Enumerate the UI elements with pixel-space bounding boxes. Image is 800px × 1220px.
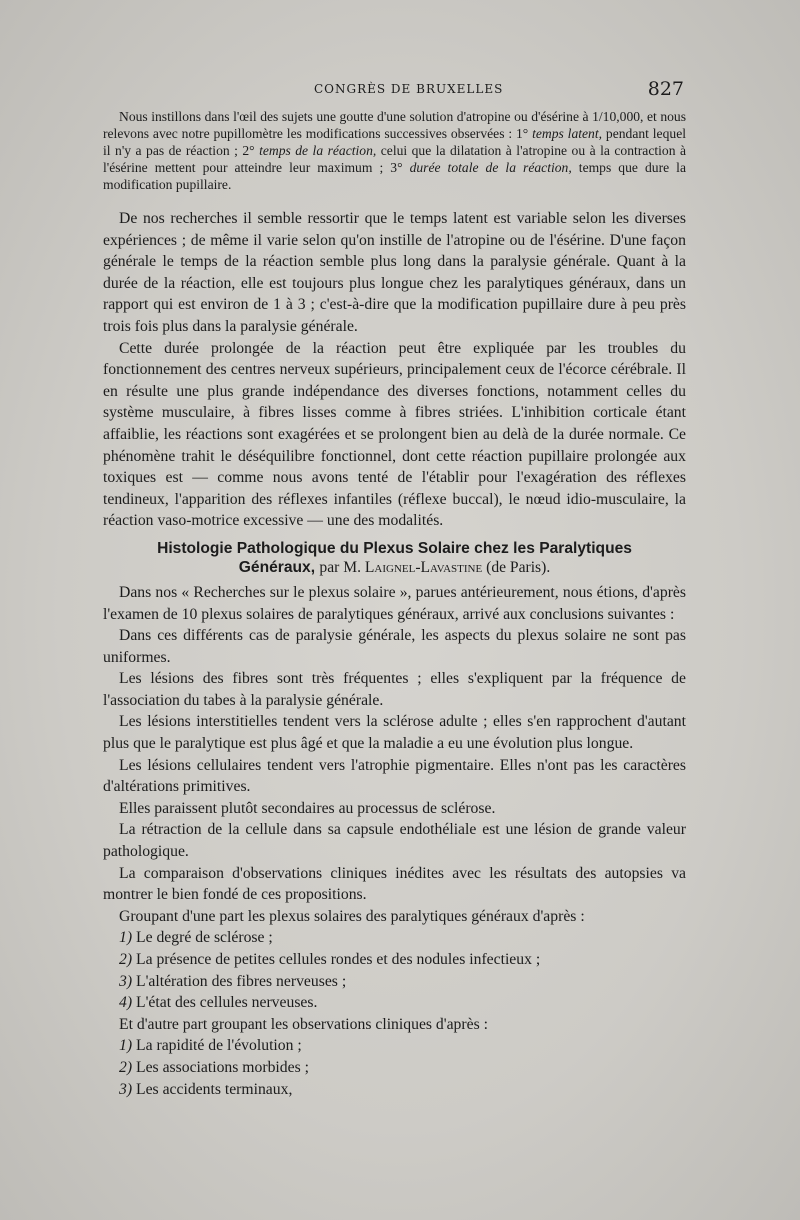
section-paragraph: Groupant d'une part les plexus solaires des paralytiques généraux d'après : xyxy=(119,907,585,925)
list-item: 1) Le degré de sclérose ; xyxy=(119,929,273,947)
page-number: 827 xyxy=(647,78,684,100)
section-paragraph: La rétraction de la cellule dans sa capsule endothéliale est une lésion de grande valeur pathologique. xyxy=(103,821,686,861)
list-item: 3) Les accidents terminaux, xyxy=(119,1080,293,1098)
author-prefix: par M. xyxy=(319,558,361,576)
running-title: CONGRÈS DE BRUXELLES xyxy=(314,82,504,96)
intro-paragraph-method: Nous instillons dans l'œil des sujets une goutte d'une solution d'atropine ou d'ésérine à 1/10,000, et nous relevons avec notre pupillomètre les modifications successives observées : 1° temps latent, pendant lequel il n'y a pas de réaction ; 2° temps de la réaction, celui que la dilatation à l'atropine ou à la contraction à l'ésérine mettent pour atteindre leur maximum ; 3° durée totale de la réaction, temps que dure la modification pupillaire. xyxy=(103,109,687,192)
section-heading xyxy=(103,539,686,577)
section-paragraph: Dans ces différents cas de paralysie générale, les aspects du plexus solaire ne sont pas uniformes. xyxy=(103,627,686,666)
intro-paragraph-results: De nos recherches il semble ressortir que le temps latent est variable selon les diverses expériences ; de même il varie selon qu'on instille de l'atropine ou de l'ésérine. D'une façon générale le temps de la réaction semble plus long dans la paralysie générale. Quant à la durée de la réaction, elle est toujours plus longue chez les paralytiques généraux, dans un rapport qui est environ de 1 à 3 ; c'est-à-dire que la modification pupillaire dure à peu près trois fois plus dans la paralysie générale. xyxy=(103,210,686,335)
section-title-line2: Généraux, xyxy=(238,558,316,576)
section-paragraph: Dans nos « Recherches sur le plexus solaire », parues antérieurement, nous étions, d'après l'examen de 10 plexus solaires de paralytiques généraux, arrivé aux conclusions suivantes : xyxy=(103,583,686,623)
section-paragraph: Les lésions cellulaires tendent vers l'atrophie pigmentaire. Elles n'ont pas les caractères d'altérations primitives. xyxy=(103,756,686,796)
author-name: Laignel-Lavastine xyxy=(364,558,483,576)
author-suffix: (de Paris). xyxy=(486,558,551,576)
section-paragraph: Les lésions interstitielles tendent vers la sclérose adulte ; elles s'en rapprochent d'autant plus que le paralytique est plus âgé et que la maladie a eu une évolution plus longue. xyxy=(103,713,686,753)
section-paragraph: La comparaison d'observations cliniques inédites avec les résultats des autopsies va montrer le bien fondé de ces propositions. xyxy=(103,864,686,904)
section-paragraph: Elles paraissent plutôt secondaires au processus de sclérose. xyxy=(119,799,496,817)
list-item: 4) L'état des cellules nerveuses. xyxy=(119,994,318,1012)
running-head xyxy=(104,78,684,102)
list-criteria-plexus xyxy=(103,927,686,1013)
list-item: 2) Les associations morbides ; xyxy=(119,1058,309,1076)
list-item: 1) La rapidité de l'évolution ; xyxy=(119,1037,302,1055)
section-paragraph: Les lésions des fibres sont très fréquentes ; elles s'expliquent par la fréquence de l'association du tabes à la paralysie générale. xyxy=(103,670,686,709)
list-item: 2) La présence de petites cellules rondes et des nodules infectieux ; xyxy=(119,951,541,968)
page-body xyxy=(103,108,686,1100)
list-item: 3) L'altération des fibres nerveuses ; xyxy=(119,972,347,990)
list-criteria-clinical xyxy=(103,1035,686,1100)
section-paragraph: Et d'autre part groupant les observations cliniques d'après : xyxy=(119,1015,488,1033)
intro-paragraph-explanation: Cette durée prolongée de la réaction peut être expliquée par les troubles du fonctionnement des centres nerveux supérieurs, principalement ceux de l'écorce cérébrale. Il en résulte une plus grande indépendance des diverses fonctions, notamment celles du système musculaire, à fibres lisses comme à fibres striées. L'inhibition corticale étant affaiblie, les réactions sont exagérées et se prolongent bien au delà de la durée normale. Ce phénomène trahit le déséquilibre fonctionnel, dont cette réaction pupillaire prolongée aux toxiques est — comme nous avons tenté de l'établir pour l'exagération des réflexes tendineux, l'apparition des réflexes infantiles (réflexe buccal), le nœud idio-musculaire, la réaction vaso-motrice excessive — une des modalités. xyxy=(103,339,686,530)
section-title-line1: Histologie Pathologique du Plexus Solaire chez les Paralytiques xyxy=(157,539,632,557)
